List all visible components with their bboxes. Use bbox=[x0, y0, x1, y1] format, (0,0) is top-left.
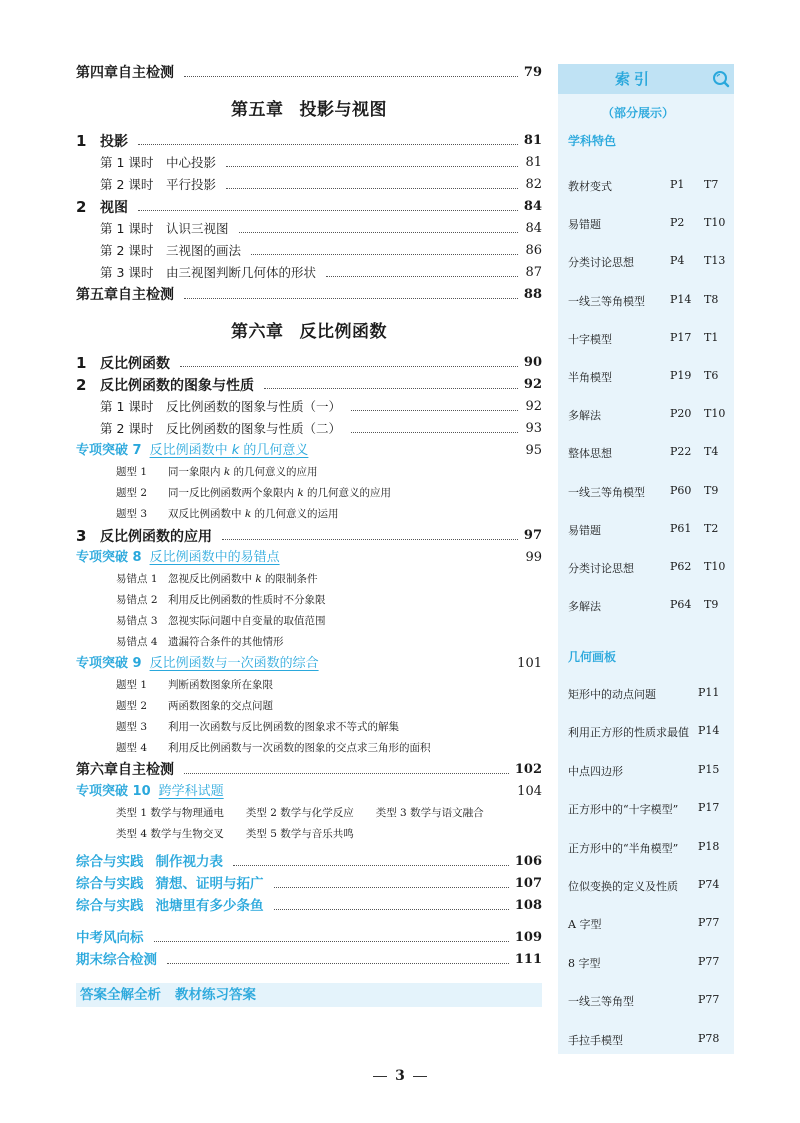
index-item-page: P4 bbox=[670, 254, 685, 268]
index-item-page: P17 bbox=[670, 330, 692, 344]
subtopic-key: 易错点 4 bbox=[116, 636, 158, 648]
toc-entry-title: 第六章自主检测 bbox=[76, 762, 174, 778]
page-number: 88 bbox=[523, 287, 542, 302]
chapter-title: 投影与视图 bbox=[299, 100, 387, 120]
dot-leader bbox=[233, 865, 509, 866]
dot-leader bbox=[138, 210, 518, 211]
variable-k: k bbox=[223, 466, 231, 478]
subtopic-item bbox=[76, 569, 542, 590]
toc-entry-practice-1[interactable] bbox=[76, 851, 542, 873]
index-item-page: P18 bbox=[698, 839, 720, 853]
index-item-page: P60 bbox=[670, 483, 692, 497]
subtopic-item bbox=[76, 696, 542, 717]
subtopic-item bbox=[76, 632, 542, 653]
index-item-question: T10 bbox=[704, 216, 726, 230]
subtopic-item bbox=[76, 504, 542, 525]
index-item-question: T4 bbox=[704, 445, 719, 459]
toc-entry-ch5-s2l1[interactable] bbox=[76, 218, 542, 240]
page-number: 107 bbox=[514, 876, 542, 891]
lesson-label: 第 1 课时 bbox=[100, 399, 154, 414]
subtopic-text: 同一象限内 bbox=[168, 466, 224, 478]
index-item-page: P17 bbox=[698, 801, 720, 815]
subtopic-text: 利用反比例函数与一次函数的图象的交点求三角形的面积 bbox=[168, 742, 431, 754]
type-list bbox=[76, 824, 542, 845]
index-item-name: 教材变式 bbox=[568, 180, 612, 193]
index-item-page: P64 bbox=[670, 598, 692, 612]
index-item-page: P22 bbox=[670, 445, 692, 459]
index-item-question: T7 bbox=[704, 178, 719, 191]
toc-entry-ch6-s2l1[interactable] bbox=[76, 396, 542, 418]
variable-k: k bbox=[244, 508, 252, 520]
index-item-name: 多解法 bbox=[568, 600, 601, 614]
page-number: 84 bbox=[525, 221, 542, 236]
page-number: 79 bbox=[523, 65, 542, 80]
dot-leader bbox=[222, 539, 518, 540]
footer-rule bbox=[413, 1076, 427, 1077]
practice-label: 综合与实践 bbox=[76, 854, 144, 870]
search-icon bbox=[710, 69, 730, 89]
subtopic-text: 两函数图象的交点问题 bbox=[168, 700, 273, 712]
section-number: 2 bbox=[76, 375, 87, 394]
subtopic-text: 的几何意义的应用 bbox=[303, 487, 392, 499]
index-item-name: 手拉手模型 bbox=[568, 1033, 623, 1047]
page-number: 111 bbox=[514, 952, 542, 967]
leader-spacer bbox=[290, 561, 518, 562]
chapter-heading-6 bbox=[76, 312, 542, 352]
subtopic-key: 题型 2 bbox=[116, 700, 148, 712]
toc-entry-ch5-s1l1[interactable] bbox=[76, 152, 542, 174]
toc-entry-ch5-s1l2[interactable] bbox=[76, 174, 542, 196]
variable-k: k bbox=[231, 443, 240, 458]
leader-spacer bbox=[318, 454, 518, 455]
index-item-name: 一线三等角型 bbox=[568, 995, 634, 1009]
index-item-page: P14 bbox=[670, 292, 692, 306]
lesson-title: 三视图的画法 bbox=[166, 243, 242, 258]
toc-entry-title: 中考风向标 bbox=[76, 930, 144, 946]
page-number: 82 bbox=[525, 177, 542, 192]
page-footer bbox=[0, 1068, 800, 1084]
index-header bbox=[558, 64, 734, 94]
lesson-title: 认识三视图 bbox=[166, 221, 229, 236]
index-sidebar bbox=[558, 64, 734, 1054]
lesson-label: 第 1 课时 bbox=[100, 155, 154, 170]
page-number: 81 bbox=[525, 155, 542, 170]
index-item-question: T9 bbox=[704, 598, 719, 612]
toc-entry-ch6-sec3[interactable] bbox=[76, 525, 542, 547]
toc-entry-ch5-sec1[interactable] bbox=[76, 130, 542, 152]
lesson-title: 由三视图判断几何体的形状 bbox=[166, 265, 317, 280]
subtopic-text: 忽视实际问题中自变量的取值范围 bbox=[168, 615, 326, 627]
toc-entry-zt9[interactable] bbox=[76, 653, 542, 675]
index-item-name: 正方形中的“半角模型” bbox=[568, 841, 679, 855]
page-number: 106 bbox=[514, 854, 542, 869]
chapter-number: 第五章 bbox=[231, 100, 284, 120]
index-item-name: 整体思想 bbox=[568, 447, 612, 461]
index-item-name: 易错题 bbox=[568, 218, 601, 232]
index-section-title: 学科特色 bbox=[568, 134, 617, 148]
lesson-label: 第 2 课时 bbox=[100, 177, 154, 192]
lesson-title: 平行投影 bbox=[166, 177, 217, 192]
special-label: 专项突破 7 bbox=[76, 443, 142, 458]
section-title: 投影 bbox=[100, 133, 128, 150]
subtopic-text: 双反比例函数中 bbox=[168, 508, 245, 520]
index-item-name: 十字模型 bbox=[568, 332, 612, 346]
index-item-page: P62 bbox=[670, 560, 692, 573]
toc-entry-ch6-s2l2[interactable] bbox=[76, 418, 542, 440]
index-item-name: 分类讨论思想 bbox=[568, 256, 634, 270]
index-item-page: P77 bbox=[698, 916, 720, 930]
index-item-question: T10 bbox=[704, 560, 726, 573]
index-item-name: 8 字型 bbox=[568, 956, 601, 970]
subtopic-key: 题型 1 bbox=[116, 466, 148, 478]
subtopic-text: 利用反比例函数的性质时不分象限 bbox=[168, 594, 326, 606]
index-item-name: 正方形中的“十字模型” bbox=[568, 803, 679, 817]
section-title: 反比例函数的应用 bbox=[100, 528, 212, 545]
page-number-footer: 3 bbox=[395, 1068, 405, 1084]
page-number: 108 bbox=[514, 898, 542, 913]
toc-entry-zt7[interactable] bbox=[76, 440, 542, 462]
index-item-page: P1 bbox=[670, 178, 685, 191]
chapter-number: 第六章 bbox=[231, 322, 284, 342]
special-title: 跨学科试题 bbox=[158, 784, 224, 799]
section-title: 反比例函数 bbox=[100, 355, 170, 372]
toc-entry-zhongkao[interactable] bbox=[76, 927, 542, 949]
index-item-page: P74 bbox=[698, 878, 720, 891]
index-item-question: T13 bbox=[704, 254, 726, 268]
index-item-page: P14 bbox=[698, 724, 720, 738]
subtopic-item bbox=[76, 738, 542, 759]
dot-leader bbox=[138, 144, 518, 145]
dot-leader bbox=[274, 909, 509, 910]
subtopic-item bbox=[76, 717, 542, 738]
leader-spacer bbox=[234, 795, 512, 796]
page-number: 87 bbox=[525, 265, 542, 280]
subtopic-key: 题型 4 bbox=[116, 742, 148, 754]
toc-entry-practice-2[interactable] bbox=[76, 873, 542, 895]
subtopic-item bbox=[76, 462, 542, 483]
dot-leader bbox=[239, 232, 518, 233]
page-number: 102 bbox=[514, 762, 542, 777]
toc-entry-zt8[interactable] bbox=[76, 547, 542, 569]
page-number: 109 bbox=[514, 930, 542, 945]
toc-entry-answers[interactable] bbox=[76, 983, 542, 1007]
lesson-label: 第 2 课时 bbox=[100, 243, 154, 258]
dot-leader bbox=[251, 254, 518, 255]
toc-entry-title: 第五章自主检测 bbox=[76, 287, 174, 303]
subtopic-text: 的几何意义的运用 bbox=[251, 508, 339, 520]
index-item-page: P77 bbox=[698, 993, 720, 1007]
page-number: 101 bbox=[517, 656, 542, 671]
page-number: 99 bbox=[525, 550, 542, 565]
answers-title: 教材练习答案 bbox=[175, 987, 256, 1003]
index-item-page: P61 bbox=[670, 521, 692, 535]
lesson-label: 第 3 课时 bbox=[100, 265, 154, 280]
toc-entry-ch6-sec1[interactable] bbox=[76, 352, 542, 374]
special-title: 反比例函数中的易错点 bbox=[149, 550, 280, 565]
dot-leader bbox=[274, 887, 509, 888]
subtopic-key: 易错点 2 bbox=[116, 594, 158, 606]
toc-entry-ch5-sec2[interactable] bbox=[76, 196, 542, 218]
index-subtitle: （部分展示） bbox=[601, 106, 674, 120]
lesson-title: 中心投影 bbox=[166, 155, 217, 170]
index-item-page: P19 bbox=[670, 369, 692, 382]
dot-leader bbox=[184, 76, 518, 77]
index-item-name: 分类讨论思想 bbox=[568, 562, 634, 575]
index-item-name: 一线三等角模型 bbox=[568, 485, 645, 499]
index-item-question: T1 bbox=[704, 330, 719, 344]
subtopic-key: 易错点 3 bbox=[116, 615, 158, 627]
subtopic-text: 的限制条件 bbox=[261, 573, 318, 585]
type-item: 类型 4 数学与生物交叉 bbox=[116, 828, 224, 840]
lesson-label: 第 2 课时 bbox=[100, 421, 154, 436]
index-item-question: T9 bbox=[704, 483, 719, 497]
subtopic-key: 题型 3 bbox=[116, 508, 148, 520]
page-number: 95 bbox=[525, 443, 542, 458]
index-item-name: A 字型 bbox=[568, 918, 602, 932]
page-number: 93 bbox=[525, 421, 542, 436]
variable-k: k bbox=[297, 487, 304, 499]
toc-entry-ch6-check[interactable] bbox=[76, 759, 542, 781]
subtopic-text: 利用一次函数与反比例函数的图象求不等式的解集 bbox=[168, 721, 399, 733]
page-number: 97 bbox=[523, 528, 542, 543]
practice-label: 综合与实践 bbox=[76, 876, 144, 892]
subtopic-text: 遗漏符合条件的其他情形 bbox=[168, 636, 284, 648]
type-item: 类型 3 数学与语文融合 bbox=[375, 807, 484, 819]
lesson-title: 反比例函数的图象与性质（一） bbox=[166, 399, 342, 414]
special-label: 专项突破 9 bbox=[76, 656, 142, 671]
toc-entry-ch5-s2l3[interactable] bbox=[76, 262, 542, 284]
index-item-name: 易错题 bbox=[568, 523, 601, 537]
index-item-page: P78 bbox=[698, 1031, 720, 1045]
section-title: 反比例函数的图象与性质 bbox=[100, 377, 254, 394]
index-item-name: 一线三等角模型 bbox=[568, 294, 645, 308]
index-section-title: 几何画板 bbox=[568, 650, 617, 664]
subtopic-text: 判断函数图象所在象限 bbox=[168, 679, 273, 691]
index-item-name: 矩形中的动点问题 bbox=[568, 688, 656, 701]
toc-entry-title: 期末综合检测 bbox=[76, 952, 157, 968]
section-number: 3 bbox=[76, 526, 87, 545]
dot-leader bbox=[351, 410, 518, 411]
index-item-name: 多解法 bbox=[568, 409, 601, 423]
table-of-contents bbox=[76, 62, 542, 1007]
subtopic-item bbox=[76, 611, 542, 632]
page-number: 86 bbox=[525, 243, 542, 258]
lesson-title: 反比例函数的图象与性质（二） bbox=[166, 421, 342, 436]
type-item: 类型 5 数学与音乐共鸣 bbox=[245, 828, 354, 840]
dot-leader bbox=[326, 276, 518, 277]
page-number: 92 bbox=[523, 377, 542, 392]
section-number: 1 bbox=[76, 353, 87, 372]
variable-k: k bbox=[255, 573, 262, 585]
index-item-name: 半角模型 bbox=[568, 371, 612, 384]
answers-label: 答案全解全析 bbox=[80, 987, 161, 1003]
page-number: 84 bbox=[523, 199, 542, 214]
section-title: 视图 bbox=[100, 199, 128, 216]
index-item-name: 位似变换的定义及性质 bbox=[568, 880, 678, 893]
dot-leader bbox=[184, 298, 518, 299]
page-number: 81 bbox=[523, 133, 542, 148]
toc-entry-ch5-s2l2[interactable] bbox=[76, 240, 542, 262]
subtopic-text: 的几何意义的应用 bbox=[230, 466, 318, 478]
section-number: 2 bbox=[76, 197, 87, 216]
practice-title: 猜想、证明与拓广 bbox=[155, 876, 264, 892]
index-item-page: P77 bbox=[698, 954, 720, 968]
index-item-question: T8 bbox=[704, 292, 719, 306]
special-label: 专项突破 10 bbox=[76, 784, 151, 799]
index-item-question: T2 bbox=[704, 521, 719, 535]
practice-title: 池塘里有多少条鱼 bbox=[155, 898, 264, 914]
dot-leader bbox=[264, 388, 518, 389]
practice-label: 综合与实践 bbox=[76, 898, 144, 914]
page-number: 90 bbox=[523, 355, 542, 370]
practice-title: 制作视力表 bbox=[155, 854, 223, 870]
index-item-question: T10 bbox=[704, 407, 726, 421]
dot-leader bbox=[226, 188, 518, 189]
subtopic-item bbox=[76, 590, 542, 611]
toc-entry-final[interactable] bbox=[76, 949, 542, 971]
special-label: 专项突破 8 bbox=[76, 550, 142, 565]
page-number: 104 bbox=[517, 784, 542, 799]
toc-entry-practice-3[interactable] bbox=[76, 895, 542, 917]
subtopic-key: 题型 1 bbox=[116, 679, 148, 691]
dot-leader bbox=[226, 166, 518, 167]
section-number: 1 bbox=[76, 131, 87, 150]
toc-entry-title: 第四章自主检测 bbox=[76, 65, 174, 81]
subtopic-key: 题型 2 bbox=[116, 487, 148, 499]
index-item-name: 利用正方形的性质求最值 bbox=[568, 726, 689, 740]
subtopic-text: 忽视反比例函数中 bbox=[168, 573, 256, 585]
index-item-page: P15 bbox=[698, 762, 720, 776]
subtopic-text: 同一反比例函数两个象限内 bbox=[168, 487, 298, 499]
special-title: 反比例函数与一次函数的综合 bbox=[149, 656, 319, 671]
page-number: 92 bbox=[525, 399, 542, 414]
footer-rule bbox=[373, 1076, 387, 1077]
subtopic-item bbox=[76, 483, 542, 504]
subtopic-item bbox=[76, 675, 542, 696]
type-item: 类型 2 数学与化学反应 bbox=[245, 807, 354, 819]
type-item: 类型 1 数学与物理通电 bbox=[116, 807, 224, 819]
toc-entry-zt10[interactable] bbox=[76, 781, 542, 803]
dot-leader bbox=[351, 432, 518, 433]
index-item-name: 中点四边形 bbox=[568, 764, 623, 778]
dot-leader bbox=[184, 773, 509, 774]
chapter-heading-5 bbox=[76, 90, 542, 130]
toc-entry-ch6-sec2[interactable] bbox=[76, 374, 542, 396]
chapter-title: 反比例函数 bbox=[299, 322, 387, 342]
dot-leader bbox=[167, 963, 509, 964]
lesson-label: 第 1 课时 bbox=[100, 221, 154, 236]
special-title-part: 的几何意义 bbox=[239, 443, 309, 458]
subtopic-key: 易错点 1 bbox=[116, 573, 158, 585]
subtopic-key: 题型 3 bbox=[116, 721, 148, 733]
special-title-part: 反比例函数中 bbox=[149, 443, 232, 458]
dot-leader bbox=[180, 366, 518, 367]
toc-entry-ch4-check[interactable] bbox=[76, 62, 542, 84]
index-item-question: T6 bbox=[704, 369, 719, 382]
leader-spacer bbox=[329, 667, 512, 668]
type-list bbox=[76, 803, 542, 824]
index-item-page: P2 bbox=[670, 216, 685, 230]
index-item-page: P11 bbox=[698, 686, 720, 699]
index-item-page: P20 bbox=[670, 407, 692, 421]
dot-leader bbox=[154, 941, 509, 942]
toc-entry-ch5-check[interactable] bbox=[76, 284, 542, 306]
index-title: 索引 bbox=[614, 70, 653, 88]
